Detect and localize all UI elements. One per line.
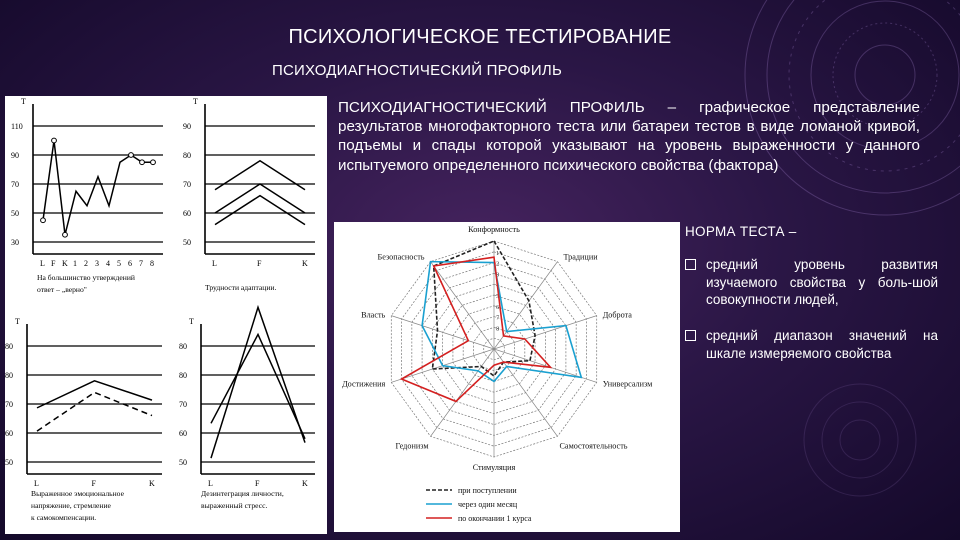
profile-chart <box>5 317 162 522</box>
chart-tick-label: 60 <box>5 429 13 438</box>
profile-series-line <box>211 334 305 438</box>
profile-data-point <box>63 232 68 237</box>
chart-tick-label: 50 <box>5 458 13 467</box>
chart-category-label: F <box>51 259 56 268</box>
radar-axis-label: Традиции <box>563 252 598 262</box>
radar-axis-label: Гедонизм <box>395 441 429 451</box>
profile-series-line <box>37 392 152 431</box>
chart-tick-label: 50 <box>179 458 187 467</box>
chart-category-label: L <box>208 479 213 488</box>
chart-caption: к самокомпенсации. <box>31 513 97 522</box>
chart-caption: На большинство утверждений <box>37 273 135 282</box>
radar-scale-label: 8 <box>496 325 500 333</box>
chart-caption: ответ – „верно" <box>37 285 87 294</box>
radar-scale-label: 7 <box>496 314 500 322</box>
chart-category-label: K <box>149 479 155 488</box>
profile-data-point <box>140 160 145 165</box>
radar-axis-label: Доброта <box>602 310 632 320</box>
slide-title: ПСИХОЛОГИЧЕСКОЕ ТЕСТИРОВАНИЕ <box>288 26 672 48</box>
radar-axis-label: Достижения <box>342 379 386 389</box>
chart-category-label: 8 <box>150 259 154 268</box>
profile-chart <box>183 97 315 292</box>
chart-category-label: 3 <box>95 259 99 268</box>
profile-data-point <box>52 138 57 143</box>
chart-tick-label: 80 <box>179 371 187 380</box>
profile-data-point <box>41 218 46 223</box>
definition-dash: – <box>644 99 700 116</box>
radar-scale-label: 2 <box>496 260 500 268</box>
chart-tick-label: 110 <box>11 122 23 131</box>
norm-heading: НОРМА ТЕСТА – <box>685 224 797 239</box>
profile-series-line <box>215 184 305 213</box>
chart-tick-label: 70 <box>179 400 187 409</box>
radar-axis-label: Универсализм <box>602 379 653 389</box>
chart-tick-label: 60 <box>183 209 191 218</box>
chart-axis-label: T <box>189 317 194 326</box>
radar-chart <box>334 222 680 532</box>
chart-category-label: F <box>257 259 262 268</box>
chart-category-label: K <box>302 479 308 488</box>
radar-axis-label: Стимуляция <box>472 463 516 472</box>
chart-category-label: K <box>62 259 68 268</box>
chart-tick-label: 80 <box>5 342 13 351</box>
chart-axis-label: T <box>15 317 20 326</box>
chart-category-label: 7 <box>139 259 143 268</box>
radar-scale-label: 5 <box>496 293 500 300</box>
radar-axis-label: Конформность <box>468 225 520 234</box>
norm-bullet-text: средний диапазон значений на шкале измеряемого свойства <box>706 328 938 361</box>
radar-axis-label: Власть <box>361 310 386 320</box>
chart-axis-label: T <box>193 97 198 106</box>
chart-tick-label: 50 <box>11 209 19 218</box>
chart-category-label: 2 <box>84 259 88 268</box>
chart-caption: выраженный стресс. <box>201 501 268 510</box>
chart-caption: Выраженное эмоциональное <box>31 489 124 498</box>
chart-caption: Дезинтеграция личности, <box>201 489 284 498</box>
chart-tick-label: 80 <box>183 151 191 160</box>
chart-category-label: L <box>34 479 39 488</box>
chart-category-label: L <box>212 259 217 268</box>
chart-caption: Трудности адаптации. <box>205 283 277 292</box>
checkbox-bullet-icon <box>685 259 696 270</box>
chart-tick-label: 30 <box>11 238 19 247</box>
chart-category-label: 6 <box>128 259 132 268</box>
chart-category-label: K <box>302 259 308 268</box>
definition-paragraph <box>338 98 920 175</box>
definition-term: ПСИХОДИАГНОСТИЧЕСКИЙ ПРОФИЛЬ <box>338 99 645 116</box>
chart-caption: напряжение, стремление <box>31 501 111 510</box>
radar-chart-panel <box>334 222 680 532</box>
radar-scale-label: 1 <box>496 249 500 257</box>
profile-series-line <box>215 196 305 225</box>
profile-series-line <box>215 161 305 190</box>
chart-tick-label: 90 <box>11 151 19 160</box>
profile-charts <box>5 96 327 534</box>
chart-axis-label: T <box>21 97 26 106</box>
chart-category-label: F <box>91 479 96 488</box>
chart-tick-label: 70 <box>5 400 13 409</box>
slide-subtitle: ПСИХОДИАГНОСТИЧЕСКИЙ ПРОФИЛЬ <box>272 62 562 79</box>
radar-scale-label: 4 <box>496 282 500 290</box>
chart-tick-label: 50 <box>183 238 191 247</box>
chart-tick-label: 70 <box>183 180 191 189</box>
definition-text: графическое представление результатов многофакторного теста или батареи тестов в виде ломаной кривой, подъемы и спады которой указывают на уровень выраженности у данного испытуемого определенного психического свойства (фактора) <box>338 99 920 174</box>
profile-chart <box>179 307 315 510</box>
legend-label: при поступлении <box>458 486 517 495</box>
legend-label: по окончании 1 курса <box>458 514 532 523</box>
chart-category-label: L <box>40 259 45 268</box>
decorative-circles-bottom-right <box>800 380 920 500</box>
chart-category-label: F <box>255 479 260 488</box>
chart-category-label: 5 <box>117 259 121 268</box>
radar-scale-label: 6 <box>496 303 500 311</box>
radar-spoke <box>431 262 494 349</box>
chart-tick-label: 80 <box>5 371 13 380</box>
profile-series-line <box>211 307 305 458</box>
chart-tick-label: 70 <box>11 180 19 189</box>
profile-data-point <box>151 160 156 165</box>
profile-data-point <box>129 153 134 158</box>
radar-scale-label: 3 <box>496 271 500 279</box>
chart-tick-label: 60 <box>179 429 187 438</box>
profile-charts-panel <box>5 96 327 534</box>
profile-chart <box>11 97 163 294</box>
radar-grid <box>391 241 596 457</box>
checkbox-bullet-icon <box>685 330 696 341</box>
radar-legend <box>426 486 532 523</box>
chart-category-label: 4 <box>106 259 110 268</box>
radar-axis-label: Самостоятельность <box>559 441 628 451</box>
chart-category-label: 1 <box>73 259 77 268</box>
radar-axis-label: Безопасность <box>377 252 425 262</box>
chart-tick-label: 90 <box>183 122 191 131</box>
norm-bullet-text: средний уровень развития изучаемого свойства у боль-шой совокупности людей, <box>706 257 938 307</box>
legend-label: через один месяц <box>458 500 518 509</box>
chart-tick-label: 80 <box>179 342 187 351</box>
radar-spoke <box>391 316 494 349</box>
